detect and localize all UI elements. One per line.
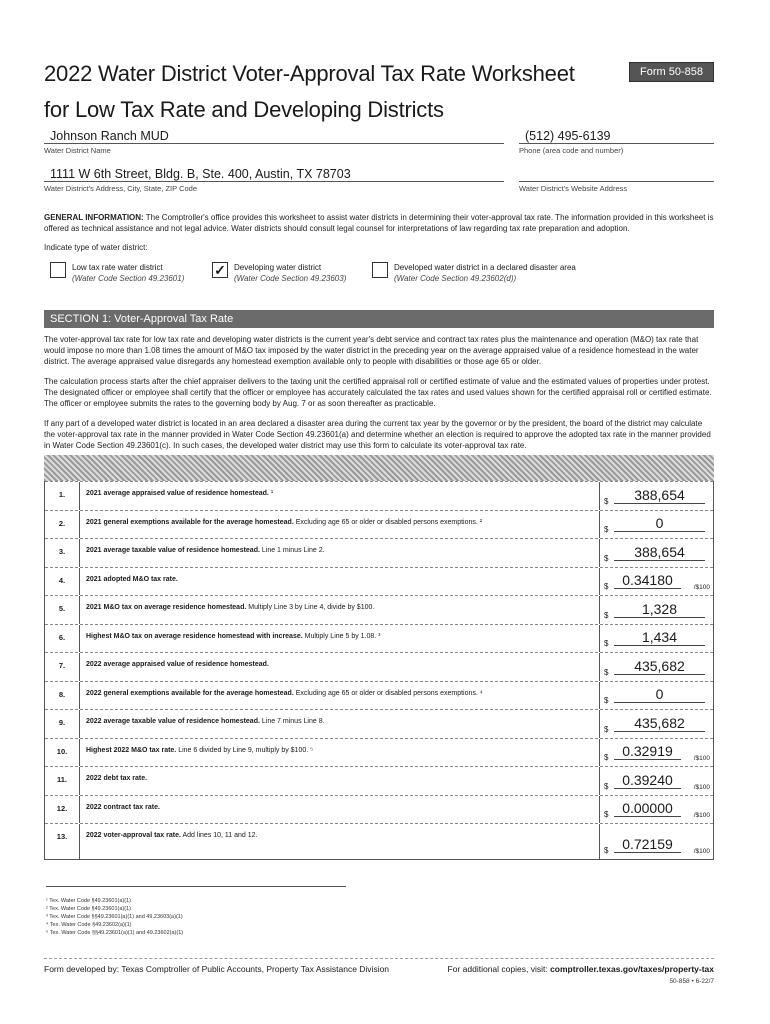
- general-info-text: The Comptroller's office provides this worksheet to assist water districts in determining their voter-approval tax rate. The information provided in this worksheet is offered as technical assistance and not legal advice. Water districts should consult legal counsel for interpretations of law regarding tax rate preparation and adoption.: [44, 213, 714, 233]
- footnote: ⁵ Tex. Water Code §§49.23601(a)(1) and 49.23602(a)(1): [46, 930, 184, 936]
- footnote: ⁴ Tex. Water Code §49.23602(a)(1): [46, 922, 132, 928]
- option-low-tax-rate-sub: (Water Code Section 49.23601): [72, 274, 185, 283]
- dollar-sign: $: [604, 639, 609, 648]
- line-value-cell: [600, 682, 713, 710]
- line-number: 8.: [45, 682, 80, 710]
- dollar-sign: $: [604, 667, 609, 677]
- line-description: [80, 625, 600, 653]
- table-row: [45, 510, 713, 539]
- line-value-cell: [600, 824, 713, 859]
- option-low-tax-rate[interactable]: [50, 262, 184, 284]
- district-type-options: [50, 262, 710, 292]
- rate-unit: /$100: [693, 584, 710, 591]
- line-description: [80, 767, 600, 795]
- dollar-sign: $: [604, 696, 609, 705]
- table-row: [45, 538, 713, 567]
- rate-unit: /$100: [693, 783, 710, 791]
- line-number: 4.: [45, 568, 80, 596]
- line-number: 9.: [45, 710, 80, 738]
- line-label: 2022 debt tax rate.: [86, 775, 148, 782]
- line-note: Line 6 divided by Line 9, multiply by $100. ⁵: [176, 746, 314, 754]
- line-value-cell: [600, 511, 713, 539]
- line-note: Line 7 minus Line 8.: [259, 718, 325, 725]
- line-number: 6.: [45, 625, 80, 653]
- footer-credit: Form developed by: Texas Comptroller of Public Accounts, Property Tax Assistance Division: [44, 964, 390, 974]
- dollar-sign: $: [604, 846, 609, 855]
- line-description: [80, 796, 600, 824]
- line-label: 2021 adopted M&O tax rate.: [86, 575, 178, 583]
- form-number-badge: Form 50-858: [629, 62, 714, 82]
- line-value-field[interactable]: 0.39240: [614, 772, 681, 789]
- line-label: 2022 voter-approval tax rate.: [86, 832, 181, 839]
- line-value-cell: [600, 796, 713, 824]
- table-row: [45, 595, 713, 624]
- line-description: [80, 539, 600, 567]
- line-label: 2021 average appraised value of residence homestead.: [86, 490, 269, 497]
- table-row: [45, 766, 713, 795]
- line-note: Line 1 minus Line 2.: [259, 547, 325, 554]
- line-value-field[interactable]: 388,654: [614, 544, 705, 561]
- line-description: [80, 568, 600, 596]
- dollar-sign: $: [604, 496, 609, 506]
- line-number: 2.: [45, 511, 80, 539]
- footer-divider: [44, 958, 714, 959]
- line-value-field[interactable]: 388,654: [614, 487, 705, 504]
- line-value-cell: [600, 739, 713, 767]
- worksheet-table: [44, 481, 714, 860]
- address-label: Water District's Address, City, State, ZIP Code: [44, 184, 198, 193]
- phone-label: Phone (area code and number): [519, 146, 624, 155]
- page-title-line1: 2022 Water District Voter-Approval Tax Rate Worksheet: [44, 61, 575, 86]
- dollar-sign: $: [604, 753, 609, 762]
- line-value-field[interactable]: 0.00000: [614, 800, 681, 817]
- line-description: [80, 511, 600, 539]
- line-number: 1.: [45, 482, 80, 510]
- line-description: [80, 824, 600, 859]
- section1-title: SECTION 1: Voter-Approval Tax Rate: [44, 310, 714, 328]
- section1-paragraph-2: The calculation process starts after the chief appraiser delivers to the taxing unit the certified appraisal roll or certified estimate of value and the estimated values of properties under protest. The designated officer or employee shall certify that the officer or employee has accurately calculated the tax rates and used values shown for the certified appraisal roll or certified estimate. The officer or employee submits the rates to the governing body by Aug. 7 or as soon thereafter as practicable.: [44, 377, 712, 408]
- table-row: [45, 738, 713, 767]
- line-description: [80, 710, 600, 738]
- rate-unit: /$100: [693, 755, 710, 762]
- phone-field[interactable]: (512) 495-6139: [519, 128, 714, 144]
- line-value-cell: [600, 653, 713, 681]
- line-value-field[interactable]: 1,328: [614, 601, 705, 618]
- line-value-cell: [600, 596, 713, 624]
- line-value-field[interactable]: 0: [614, 686, 705, 703]
- line-number: 13.: [45, 824, 80, 859]
- line-number: 12.: [45, 796, 80, 824]
- dollar-sign: $: [604, 810, 609, 819]
- footer-link[interactable]: comptroller.texas.gov/taxes/property-tax: [550, 964, 714, 974]
- footer-copies-prefix: For additional copies, visit:: [447, 964, 551, 974]
- line-note: Excluding age 65 or older or disabled persons exemptions. ⁴: [293, 689, 483, 697]
- page-title-line2: for Low Tax Rate and Developing Districts: [44, 97, 444, 122]
- line-note: Excluding age 65 or older or disabled persons exemptions. ²: [293, 518, 483, 526]
- line-note: Add lines 10, 11 and 12.: [180, 832, 258, 839]
- option-developing-sub: (Water Code Section 49.23603): [234, 274, 347, 283]
- checkbox-developing[interactable]: ✓: [212, 262, 228, 278]
- option-developing[interactable]: [212, 262, 346, 284]
- line-label: 2022 contract tax rate.: [86, 803, 160, 811]
- section1-paragraph-1: The voter-approval tax rate for low tax rate and developing water districts is the current year's debt service and contract tax rates plus the maintenance and operation (M&O) tax rate that would impose no more than 1.08 times the amount of M&O tax imposed by the water district in the preceding year on the average appraised value of a residence homestead in the water district. The average appraised value disregards any homestead exemption available only to people with disabilities or those age 65 or older.: [44, 335, 699, 366]
- line-note: ¹: [268, 490, 274, 497]
- table-row: [45, 681, 713, 710]
- line-value-field[interactable]: 0.72159: [614, 836, 681, 853]
- address-row: [44, 166, 714, 193]
- option-developed-disaster-label: Developed water district in a declared disaster area: [394, 263, 576, 272]
- table-row: [45, 652, 713, 681]
- indicate-type-text: Indicate type of water district:: [44, 243, 148, 252]
- line-value-field[interactable]: 435,682: [614, 715, 705, 732]
- line-value-cell: [600, 710, 713, 738]
- line-label: 2022 average appraised value of residence homestead.: [86, 661, 269, 668]
- line-label: 2022 average taxable value of residence homestead.: [86, 718, 260, 725]
- dollar-sign: $: [604, 724, 609, 734]
- website-label: Water District's Website Address: [519, 184, 628, 193]
- dollar-sign: $: [604, 610, 609, 620]
- line-label: 2021 general exemptions available for the average homestead.: [86, 518, 294, 526]
- option-developing-label: Developing water district: [234, 263, 322, 272]
- footer-copies: [448, 964, 714, 974]
- dollar-sign: $: [604, 553, 609, 563]
- general-info-heading: GENERAL INFORMATION:: [44, 213, 144, 222]
- address-field[interactable]: 1111 W 6th Street, Bldg. B, Ste. 400, Austin, TX 78703: [44, 166, 504, 182]
- line-number: 5.: [45, 596, 80, 624]
- dollar-sign: $: [604, 525, 609, 534]
- footnote: ¹ Tex. Water Code §49.23601(a)(1): [46, 898, 131, 904]
- dollar-sign: $: [604, 781, 609, 791]
- line-description: [80, 596, 600, 624]
- line-label: 2021 average taxable value of residence homestead.: [86, 547, 260, 554]
- line-value-cell: [600, 767, 713, 795]
- table-row: [45, 481, 713, 510]
- line-number: 11.: [45, 767, 80, 795]
- line-value-field[interactable]: 435,682: [614, 658, 705, 675]
- line-value-field[interactable]: 0: [614, 515, 705, 532]
- table-row: [45, 624, 713, 653]
- option-low-tax-rate-label: Low tax rate water district: [72, 263, 163, 272]
- website-field[interactable]: [519, 166, 714, 182]
- line-number: 7.: [45, 653, 80, 681]
- form-code: 50-858 • 6-22/7: [669, 978, 714, 985]
- line-number: 10.: [45, 739, 80, 767]
- line-description: [80, 482, 600, 510]
- line-label: Highest 2022 M&O tax rate.: [86, 746, 177, 754]
- line-value-cell: [600, 539, 713, 567]
- table-row: [45, 795, 713, 824]
- option-developed-disaster[interactable]: [372, 262, 576, 284]
- line-value-cell: [600, 625, 713, 653]
- district-name-field[interactable]: Johnson Ranch MUD: [44, 128, 504, 144]
- line-value-field[interactable]: 0.32919: [614, 743, 681, 760]
- table-row: [45, 709, 713, 738]
- footnote: ³ Tex. Water Code §§49.23601(a)(1) and 49.23603(a)(1): [46, 914, 183, 920]
- table-row: [45, 567, 713, 596]
- option-developed-disaster-sub: (Water Code Section 49.23602(d)): [394, 274, 517, 283]
- footnote: ² Tex. Water Code §49.23601(a)(1): [46, 906, 131, 912]
- line-value-cell: [600, 568, 713, 596]
- rate-unit: /$100: [693, 848, 710, 855]
- line-value-field[interactable]: 1,434: [614, 629, 705, 646]
- footnotes: [46, 886, 346, 937]
- line-description: [80, 682, 600, 710]
- dollar-sign: $: [604, 582, 609, 591]
- line-note: Multiply Line 3 by Line 4, divide by $100.: [246, 604, 375, 611]
- district-name-row: [44, 128, 714, 155]
- table-row: [45, 823, 713, 859]
- line-description: [80, 739, 600, 767]
- title-block: [44, 56, 714, 128]
- table-header-hatch: [44, 455, 714, 481]
- checkbox-low-tax-rate[interactable]: [50, 262, 66, 278]
- rate-unit: /$100: [693, 812, 710, 819]
- line-value-cell: [600, 482, 713, 510]
- line-value-field[interactable]: 0.34180: [614, 572, 681, 589]
- line-label: 2022 general exemptions available for the average homestead.: [86, 689, 294, 697]
- line-note: Multiply Line 5 by 1.08. ³: [302, 632, 381, 640]
- line-number: 3.: [45, 539, 80, 567]
- line-description: [80, 653, 600, 681]
- section1-paragraph-3: If any part of a developed water district is located in an area declared a disaster area during the current tax year by the governor or by the president, the board of the district may calculate the voter-approval tax rate in the manner provided in Water Code Section 49.23601(a) and determine whether an election is required to approve the adopted tax rate in the manner provided in Water Code Section 49.23601(c). In such cases, the developed water district may use this form to calculate its voter-approval tax rate.: [44, 419, 711, 450]
- line-label: 2021 M&O tax on average residence homestead.: [86, 604, 247, 611]
- line-label: Highest M&O tax on average residence homestead with increase.: [86, 632, 303, 640]
- district-name-label: Water District Name: [44, 146, 111, 155]
- checkbox-developed-disaster[interactable]: [372, 262, 388, 278]
- general-information: [44, 212, 714, 234]
